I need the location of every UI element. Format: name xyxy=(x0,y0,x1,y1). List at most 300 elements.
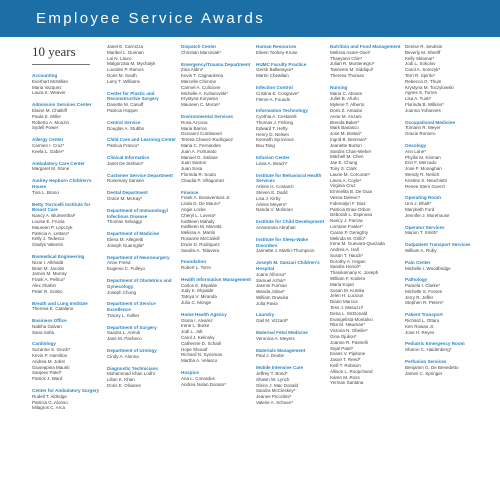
employee-name: Maria C. Fernandes xyxy=(181,142,221,148)
department-section xyxy=(405,277,477,306)
department-heading: Human Resources xyxy=(256,44,297,49)
department-heading: Oncology xyxy=(405,142,427,148)
employee-name: Fleme A. Founds xyxy=(256,96,291,102)
department-section xyxy=(405,225,477,237)
department-section xyxy=(256,365,328,406)
employee-name: Jeanette Burton xyxy=(330,142,362,148)
title-banner xyxy=(0,0,500,37)
employee-name: Evans V. Pipitone xyxy=(330,351,366,357)
employee-name: Tracey L. Kollier xyxy=(107,312,140,318)
employee-name: Judy K. Ekpalde xyxy=(181,288,214,294)
employee-name: Paula E. Miller xyxy=(32,113,62,119)
employee-name: Maria Vazquez xyxy=(32,84,62,90)
employee-name: Glenn J. Mac Donald xyxy=(256,382,299,388)
employee-name: Jose F. Monaghan xyxy=(405,166,442,172)
department-section xyxy=(107,231,179,248)
employee-name: Doris M. South xyxy=(107,72,137,78)
employee-name: Kevin T. Cagnardena xyxy=(181,73,223,79)
department-heading: Business Office xyxy=(32,318,67,324)
years-heading: 10 years xyxy=(32,44,76,59)
department-section xyxy=(32,254,104,295)
employee-name: Maria Kojan xyxy=(330,281,355,287)
employee-name: Nanda V. Molinaro xyxy=(256,207,293,213)
employee-name: Jose H. Reyes xyxy=(405,329,435,335)
department-section xyxy=(32,137,104,154)
department-heading: Cardiology xyxy=(32,341,56,347)
employee-name: Mohammad Khan Lodhi xyxy=(107,371,155,377)
employee-name: Brian M. Jacobs xyxy=(32,265,65,271)
employee-name: Evangelista Montalvo xyxy=(330,316,373,322)
employee-name: Lourdes P. Ramos xyxy=(107,67,144,73)
employee-name: Cristina E. Cosgrave* xyxy=(256,90,300,96)
employee-name: Laura K. Weaver xyxy=(32,90,66,96)
department-heading: Institute for Behavioral Health Services xyxy=(256,172,322,184)
department-section xyxy=(256,62,328,79)
employee-name: Kristine S. Neuchietti xyxy=(405,177,447,183)
employee-name: Carlos E. Ekpalde xyxy=(181,282,218,288)
department-heading: Mobile Intensive Care xyxy=(256,365,304,371)
employee-name: Lissa A. Beach* xyxy=(256,160,288,166)
employee-name: Frank A. Pellico* xyxy=(32,277,66,283)
department-heading: Department of Immunology/ Infectious Disease xyxy=(107,207,168,219)
department-section xyxy=(256,348,328,360)
employee-name: Lilian K. Khan xyxy=(107,377,135,383)
employee-name: Melissa Asare-Osei* xyxy=(330,49,371,55)
employee-name: Doris Z. Amador xyxy=(330,107,363,113)
employee-name: Julio C. Monge xyxy=(181,300,212,306)
column-1 xyxy=(32,44,104,417)
employee-name: Robert L. Torre xyxy=(181,265,211,271)
employee-name: Carol A. Sorezyk* xyxy=(405,67,441,73)
employee-name: Milagros C. Arca xyxy=(32,405,66,411)
department-section xyxy=(181,312,253,364)
employee-name: Margaret M. Stone xyxy=(32,166,70,172)
employee-name: Maureen C. Moran* xyxy=(181,102,221,108)
employee-name: Deborah L. Espinosa xyxy=(330,212,373,218)
department-section xyxy=(107,325,179,342)
department-section xyxy=(32,73,104,96)
employee-name: Laurie M. Corcoran* xyxy=(330,171,371,177)
department-heading: Department of Service Excellence xyxy=(107,301,156,313)
department-heading: Dental Department xyxy=(107,190,148,196)
employee-name: Emmelita B. De Guia xyxy=(330,189,373,195)
employee-name: Joanne R. Pastrelli xyxy=(330,339,368,345)
employee-name: Tess J. Masuzzi* xyxy=(330,305,364,311)
employee-name: Patricia G. Alonso xyxy=(32,399,68,405)
employee-name: Dena L. McDonald xyxy=(330,310,368,316)
employee-name: Lisa J. Kirby xyxy=(256,195,281,201)
employee-name: William A. Ruby xyxy=(405,247,437,253)
employee-name: Tina L. Bruno xyxy=(32,189,59,195)
employee-name: Paul J. Deutie xyxy=(256,353,285,359)
employee-name: Benjamin G. De Benedetto xyxy=(405,364,459,370)
department-heading: Foundation xyxy=(181,259,207,265)
employee-name: Stephen R. Peters* xyxy=(405,300,444,306)
department-heading: Pediatric Emergency Room xyxy=(405,341,465,347)
employee-name: Zina Aldini* xyxy=(181,67,204,73)
employee-name: Terri R. Spirito* xyxy=(405,72,436,78)
employee-name: Ingrid B. Brennan* xyxy=(330,136,367,142)
department-section xyxy=(405,359,477,376)
employee-name: Elaine M. Chalkiff xyxy=(32,107,67,113)
employee-name: Gracie Romero xyxy=(405,131,436,137)
employee-name: Brenda Baker* xyxy=(330,119,360,125)
employee-name: Patricia Enax-Orbon xyxy=(330,206,371,212)
employee-name: Yerman Santana xyxy=(330,380,364,386)
employee-name: Rudell T. Aldridge xyxy=(32,393,67,399)
employee-name: Sejal Patel* xyxy=(330,345,354,351)
department-section xyxy=(405,312,477,335)
employee-name: Elena M. Allegretti xyxy=(107,236,144,242)
department-section xyxy=(181,259,253,271)
employee-name: Susan T. Hauck* xyxy=(330,252,364,258)
employee-name: Maria Barros xyxy=(181,125,207,131)
department-section xyxy=(107,91,179,114)
department-heading: Dispatch Center xyxy=(181,44,217,49)
employee-name: Lisa A. Tuoti* xyxy=(405,96,432,102)
department-section xyxy=(32,202,104,248)
department-section xyxy=(330,44,402,79)
employee-name: Jannette J. Martin-Thompson xyxy=(256,248,315,254)
department-section xyxy=(32,301,104,313)
column-3 xyxy=(181,44,253,393)
employee-name: Mark Banasco xyxy=(330,125,359,131)
department-heading: HUMC Faculty Practice xyxy=(256,61,307,67)
department-section xyxy=(181,44,253,56)
employee-name: Erin F. Mercado xyxy=(405,160,437,166)
employee-name: Henry D. Nelsen xyxy=(256,131,290,137)
employee-name: Valerie A. Schoen* xyxy=(256,400,294,406)
department-heading: Information Technology xyxy=(256,108,308,114)
employee-name: Juan Santos xyxy=(181,160,207,166)
department-heading: Customer Service Department xyxy=(107,172,173,178)
department-section xyxy=(107,137,179,149)
employee-name: Hope Shouaf xyxy=(181,346,208,352)
department-heading: Allergy Center xyxy=(32,137,64,143)
employee-name: Pamela I. Clarke* xyxy=(405,283,441,289)
employee-name: Patricia Franco* xyxy=(107,143,140,149)
department-heading: Audrey Hepburn Children's House xyxy=(32,178,92,189)
department-heading: Center for Ambulatory Surgery xyxy=(32,388,100,394)
employee-name: Ken Rowan Jr. xyxy=(405,323,435,329)
employee-name: Thomas J. Fellong xyxy=(256,119,294,125)
employee-name: Sandra A. Talavera xyxy=(181,247,219,253)
department-section xyxy=(256,312,328,324)
employee-name: Linda D. De Mauro* xyxy=(181,201,221,207)
employee-name: Allison L. Roopchand xyxy=(330,368,373,374)
department-heading: Nutrition and Food Management xyxy=(330,44,401,49)
employee-name: Danette M. Canuff xyxy=(107,102,144,108)
column-4 xyxy=(256,44,328,412)
employee-name: Mitchell M. Chen xyxy=(330,154,364,160)
employee-name: Alex Shahin xyxy=(32,282,57,288)
department-heading: Central Service xyxy=(107,119,141,125)
department-heading: Ambulatory Care Center xyxy=(32,160,85,166)
department-section xyxy=(181,277,253,306)
employee-name: Teresa Chavez-Rodriguez xyxy=(181,137,234,143)
department-section xyxy=(107,255,179,272)
employee-name: Kelly Sklamar* xyxy=(405,55,435,61)
department-section xyxy=(256,85,328,102)
employee-name: Manuel G. Salinas xyxy=(181,154,218,160)
employee-name: Maribel L. Dunnan xyxy=(107,49,144,55)
department-section xyxy=(181,370,253,387)
department-section xyxy=(181,114,253,184)
employee-name: Eugenio C. Fulleyo xyxy=(107,266,146,272)
employee-name: Janet De Stefano* xyxy=(107,160,144,166)
employee-name: Rita M. Newman* xyxy=(330,322,366,328)
department-section xyxy=(32,341,104,382)
employee-name: Patricia A. Lettaro* xyxy=(32,230,70,236)
employee-name: Phyllis M. Kinman xyxy=(405,154,441,160)
employee-name: Tomann R. Meyer xyxy=(405,125,441,131)
employee-name: Gersh Ballanayce* xyxy=(256,67,294,73)
department-section xyxy=(256,330,328,342)
employee-name: Lorraine Fowler* xyxy=(330,223,364,229)
employee-name: Susan M. Kumka xyxy=(330,287,365,293)
employee-name: Theresa Thomas xyxy=(330,72,364,78)
employee-name: Michelle A. Koharovski* xyxy=(181,90,229,96)
employee-name: Nancy A. Blumenthal* xyxy=(32,213,76,219)
department-section xyxy=(107,173,179,185)
employee-name: Sana Sofia xyxy=(32,329,55,335)
department-section xyxy=(107,120,179,132)
department-heading: Hospice xyxy=(181,370,199,376)
employee-name: Joanna Yohannes xyxy=(405,107,441,113)
employee-name: Juan A. Fortunato xyxy=(181,148,217,154)
employee-name: Keela L. Gaber* xyxy=(32,148,65,154)
employee-name: Angie Locke xyxy=(181,206,206,212)
employee-name: Urvi J. Bhatt* xyxy=(405,201,432,207)
employee-name: Juan Sosa xyxy=(181,166,203,172)
employee-name: Cheryl L. Lovera* xyxy=(181,212,216,218)
department-heading: Patient Transport xyxy=(405,312,443,318)
employee-name: Anne M. Anzani xyxy=(330,113,362,119)
employee-name: Janet E. Carrozza xyxy=(107,44,144,49)
employee-name: Patricia Hopper xyxy=(107,107,139,113)
employee-name: Peter R. Szabo xyxy=(32,288,63,294)
department-section xyxy=(256,155,328,167)
employee-name: Laura A. Coyle* xyxy=(330,177,362,183)
department-heading: Department of Neurosurgery xyxy=(107,254,170,260)
employee-name: Douglas A. Stubbs xyxy=(107,125,145,131)
employee-name: James C. Springer xyxy=(405,370,443,376)
employee-name: Jasmin Furman xyxy=(256,283,288,289)
department-heading: Nursing xyxy=(330,84,348,90)
department-section xyxy=(256,173,328,214)
employee-name: Rosemary Sansen xyxy=(107,178,145,184)
department-heading: Operator Services xyxy=(405,224,445,230)
employee-name: Edward T. Hefty xyxy=(256,125,288,131)
department-section xyxy=(107,190,179,202)
employee-name: Catherine D. Scharli xyxy=(181,340,222,346)
employee-name: Jennifer J. Morehouse xyxy=(405,212,450,218)
employee-name: Ann Lane* xyxy=(405,148,427,154)
employee-name: Cynthia A. Cestarelli xyxy=(256,114,297,120)
department-heading: Institute for Sleep-Wake Disorders xyxy=(256,236,309,248)
department-heading: Biomedical Engineering xyxy=(32,253,85,259)
department-heading: Joseph M. Sanzari Children's Hospital xyxy=(256,260,320,271)
employee-name: Gail M. Vizzard* xyxy=(256,318,289,324)
employee-name: Sharon C. Haidenberg* xyxy=(405,347,452,353)
employee-name: Virginia Cruz xyxy=(330,183,356,189)
employee-name: Rebecca G. Thum xyxy=(405,78,442,84)
employee-name: Agnes S. Torres xyxy=(405,90,437,96)
department-section xyxy=(107,278,179,295)
employee-name: Jodi L. Sokolov xyxy=(405,61,436,67)
department-section xyxy=(107,208,179,225)
employee-name: Patrick J. Ward xyxy=(32,376,63,382)
department-heading: Laundry xyxy=(256,312,275,318)
employee-name: Erwin D. Rodriguez xyxy=(181,241,220,247)
employee-name: Beverly M. Sheriff xyxy=(405,49,441,55)
employee-name: Gina Ojukon* xyxy=(330,334,357,340)
department-section xyxy=(405,120,477,137)
employee-name: Anne Freed xyxy=(107,260,131,266)
employee-name: Vesna Delevic* xyxy=(330,194,361,200)
department-section xyxy=(181,62,253,108)
employee-name: Martha A. Velasco xyxy=(181,358,218,364)
employee-name: James M. Murray xyxy=(32,271,67,277)
page-title: Employee Service Awards xyxy=(36,10,266,27)
employee-name: Michelle S. Forsen xyxy=(405,288,443,294)
department-section xyxy=(107,301,179,318)
employee-name: Victoria N. Obeilie* xyxy=(330,328,368,334)
department-section xyxy=(330,85,402,386)
employee-name: Malgorzata M. Mychalyk xyxy=(107,61,156,67)
employee-name: Michelle I. Woodbridge xyxy=(405,265,451,271)
employee-name: William F. Kodera xyxy=(330,276,366,282)
employee-name: Nancy J. Farrow xyxy=(330,218,363,224)
employee-name: Buu Tang xyxy=(256,143,275,149)
employee-name: Ana L. Conradus xyxy=(181,375,215,381)
employee-name: Julia Pavia xyxy=(256,300,278,306)
department-heading: Infection Control xyxy=(256,84,293,90)
employee-name: Marcelle Chimme xyxy=(181,78,217,84)
department-heading: Institute for Child Development xyxy=(256,219,325,225)
employee-name: Lai N. Lauro xyxy=(107,55,132,61)
department-section xyxy=(32,318,104,335)
employee-name: Rosa Azcona xyxy=(181,119,208,125)
employee-name: Sandra L. Aniruk xyxy=(107,330,141,336)
employee-name: Andrea A. Hall xyxy=(330,247,359,253)
employee-name: Jason T. Reed* xyxy=(330,357,361,363)
department-section xyxy=(405,44,477,114)
employee-name: Tasneem M. Siddiqui* xyxy=(330,67,374,73)
department-heading: Department of Surgery xyxy=(107,324,157,330)
employee-name: Larry T. Williams xyxy=(107,78,140,84)
employee-name: Thanikamany K. Joseph xyxy=(330,270,379,276)
employee-name: Melissa A. Martin xyxy=(181,230,216,236)
department-heading: Breath and Lung Institute xyxy=(32,300,88,306)
department-section xyxy=(32,102,104,131)
employee-name: Ciaran P. Geraghty xyxy=(330,229,368,235)
department-heading: Maternal Fetal Medicine xyxy=(256,330,308,336)
department-section xyxy=(405,341,477,353)
department-heading: Accounting xyxy=(32,73,58,78)
employee-name: Mylene T. Alberto xyxy=(330,102,365,108)
employee-name: Wanda Jolian* xyxy=(256,289,285,295)
employee-name: Jerry R. Jeffer xyxy=(405,294,434,300)
department-heading: Health Information Management xyxy=(181,276,251,282)
department-heading: Diagnostic Technicians xyxy=(107,365,158,371)
department-section xyxy=(107,155,179,167)
employee-name: Melinda M. Grillo* xyxy=(330,235,366,241)
department-heading: Pain Center xyxy=(405,259,431,265)
employee-name: Jodi L. Jolt xyxy=(181,329,203,335)
department-section xyxy=(32,388,104,411)
employee-name: Sandra Honoh* xyxy=(330,264,361,270)
department-section xyxy=(256,237,328,254)
department-heading: Materials Management xyxy=(256,347,306,353)
department-section xyxy=(256,260,328,306)
department-heading: Occupational Medicine xyxy=(405,119,456,125)
employee-name: Kelly J. Tedesco xyxy=(32,236,65,242)
department-heading: Finance xyxy=(181,189,199,195)
employee-name: Maria C. Abriam xyxy=(330,90,363,96)
column-5 xyxy=(330,44,402,392)
employee-name: Claudia P. Villagomez xyxy=(181,177,225,183)
employee-name: Sydell Power xyxy=(32,125,59,131)
column-6 xyxy=(405,44,477,382)
employee-name: Kevin P. Hamilton xyxy=(32,353,68,359)
employee-name: Diane Marcus xyxy=(330,299,358,305)
employee-name: Florinda R. Souto xyxy=(181,171,217,177)
employee-name: Nizar I. Alkhatib xyxy=(32,259,64,265)
employee-name: Gloria I. Alvarez xyxy=(181,317,213,323)
employee-name: Juliet B. Afurlo xyxy=(330,96,359,102)
employee-name: Sandra Chan-Weber xyxy=(330,148,372,154)
employee-name: Samuel Azhar* xyxy=(256,277,286,283)
department-heading: Clinical Informatics xyxy=(107,154,150,160)
employee-name: Martin Cheatlain xyxy=(256,73,289,79)
department-heading: Emergency/Trauma Department xyxy=(181,61,251,67)
employee-name: Kenneth Syrovious xyxy=(256,137,294,143)
employee-name: Shawn W. Lynch xyxy=(256,376,290,382)
department-section xyxy=(405,242,477,254)
employee-name: Gladys Valentin xyxy=(32,242,64,248)
employee-name: Dorothy A. Hogan xyxy=(330,258,366,264)
employee-name: Krystyna M. Toczylowski xyxy=(405,84,454,90)
employee-name: Fidemalyn F. Diaz xyxy=(330,200,366,206)
department-heading: Infusion Center xyxy=(256,154,290,160)
employee-name: Joann Alfonso* xyxy=(256,271,287,277)
employee-name: Richard L. Ottaru xyxy=(405,318,440,324)
employee-name: Sandra McCleskey* xyxy=(256,388,296,394)
department-section xyxy=(256,44,328,56)
employee-name: Irene L. Burke xyxy=(181,323,210,329)
employee-name: Jelen H. Lucious xyxy=(330,293,364,299)
employee-name: Frank A. Bonaventura Jr. xyxy=(181,195,231,201)
employee-name: Joseph Guarrigila* xyxy=(107,242,145,248)
department-heading: Department of Urology xyxy=(107,348,157,354)
column-2 xyxy=(107,44,179,395)
department-heading: Perfusion Services xyxy=(405,359,447,365)
employee-name: Jose M. Bottari* xyxy=(330,131,362,137)
employee-name: Andrea M. Jobst xyxy=(32,358,65,364)
department-heading: Department of Medicine xyxy=(107,231,160,237)
employee-name: Kelli T. Robison xyxy=(330,363,361,369)
employee-name: Carmen I. Cruz* xyxy=(32,142,65,148)
department-section xyxy=(107,348,179,360)
employee-name: Arlene Meyers* xyxy=(256,201,287,207)
employee-name: Marion T. Smith* xyxy=(405,230,438,236)
employee-name: Jae E. Chung xyxy=(330,160,358,166)
employee-name: Steven E. Dadd xyxy=(256,189,288,195)
employee-name: Everhart McMillan xyxy=(32,78,69,84)
employee-name: Louise E. Fruzia xyxy=(32,218,65,224)
employee-name: Jeffrey T. Bond* xyxy=(256,371,288,377)
